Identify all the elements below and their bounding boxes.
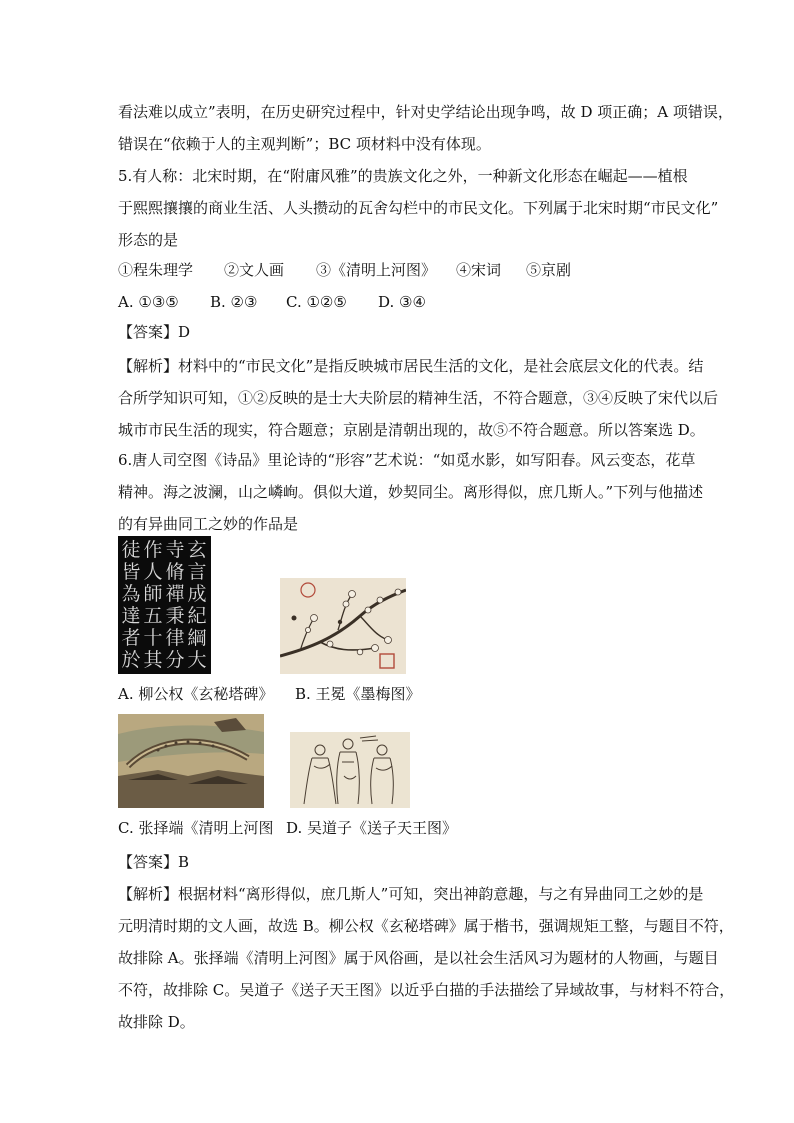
rubbing-char: 言 [187,561,207,583]
text-line: 故排除 D。 [118,1013,195,1031]
text-line: 合所学知识可知，①②反映的是士大夫阶层的精神生活，不符合题意，③④反映了宋代以后 [118,389,719,407]
text-line: 于熙熙攘攘的商业生活、人头攒动的瓦舍勾栏中的市民文化。下列属于北宋时期“市民文化” [118,199,719,217]
text-line: 城市市民生活的现实，符合题意；京剧是清朝出现的，故⑤不符合题意。所以答案选 D。 [118,421,705,439]
item-2: ②文人画 [224,261,285,279]
rubbing-char: 綱 [187,627,207,649]
rubbing-char: 徒 [121,539,141,561]
text-line: 的有异曲同工之妙的作品是 [118,515,299,533]
rubbing-char: 紀 [187,605,207,627]
rubbing-char: 皆 [121,561,141,583]
item-1: ①程朱理学 [118,261,194,279]
caption-b: B. 王冕《墨梅图》 [295,685,421,703]
sending-son-painting-image [290,732,410,808]
question-5-stem: 5.有人称：北宋时期，在“附庸风雅”的贵族文化之外，一种新文化形态在崛起——植根 [118,167,688,185]
analysis-text: 【解析】材料中的“市民文化”是指反映城市居民生活的文化，是社会底层文化的代表。结 [118,357,704,375]
rubbing-char: 十 [143,627,163,649]
option-b: B. ②③ [210,293,258,311]
rubbing-char: 大 [187,649,207,671]
analysis-text: 【解析】根据材料“离形得似，庶几斯人”可知，突出神韵意趣，与之有异曲同工之妙的是 [118,885,704,903]
text-line: 不符，故排除 C。吴道子《送子天王图》以近乎白描的手法描绘了异域故事，与材料不符合， [118,981,735,999]
rubbing-char: 分 [165,649,185,671]
item-4: ④宋词 [456,261,502,279]
caption-c: C. 张择端《清明上河图 [118,819,274,837]
option-c: C. ①②⑤ [286,293,347,311]
item-5: ⑤京剧 [526,261,572,279]
rubbing-char: 其 [143,649,163,671]
rubbing-char: 人 [143,561,163,583]
text-line: 精神。海之波澜，山之嶙峋。俱似大道，妙契同尘。离形得似，庶几斯人。”下列与他描述 [118,483,704,501]
rubbing-char: 為 [121,583,141,605]
calligraphy-rubbing-image [118,536,211,674]
question-6-stem: 6.唐人司空图《诗品》里论诗的“形容”艺术说：“如觅水影，如写阳春。风云变态，花草 [118,451,696,469]
caption-d: D. 吴道子《送子天王图》 [286,819,458,837]
rubbing-char: 師 [143,583,163,605]
answer-label: 【答案】B [118,853,190,871]
text-line: 看法难以成立”表明，在历史研究过程中，针对史学结论出现争鸣，故 D 项正确；A 项错误， [118,103,733,121]
rubbing-char: 秉 [165,605,185,627]
rubbing-char: 者 [121,627,141,649]
option-d: D. ③④ [378,293,426,311]
rubbing-char: 達 [121,605,141,627]
along-the-river-painting-image [118,714,264,808]
text-line: 形态的是 [118,231,179,249]
rubbing-char: 成 [187,583,207,605]
rubbing-char: 寺 [165,539,185,561]
rubbing-char: 於 [121,649,141,671]
text-line: 错误在“依赖于人的主观判断”；BC 项材料中没有体现。 [118,135,491,153]
rubbing-char: 律 [165,627,185,649]
rubbing-char: 脩 [165,561,185,583]
text-line: 元明清时期的文人画，故选 B。柳公权《玄秘塔碑》属于楷书，强调规矩工整，与题目不符， [118,917,734,935]
item-3: ③《清明上河图》 [316,261,437,279]
rubbing-text [121,539,208,671]
rubbing-char: 禪 [165,583,185,605]
rubbing-char: 作 [143,539,163,561]
plum-blossom-painting-image [280,578,406,674]
rubbing-char: 玄 [187,539,207,561]
text-line: 故排除 A。张择端《清明上河图》属于风俗画，是以社会生活风习为题材的人物画，与题目 [118,949,719,967]
answer-label: 【答案】D [118,323,191,341]
option-a: A. ①③⑤ [118,293,179,311]
rubbing-char: 五 [143,605,163,627]
caption-a: A. 柳公权《玄秘塔碑》 [118,685,274,703]
